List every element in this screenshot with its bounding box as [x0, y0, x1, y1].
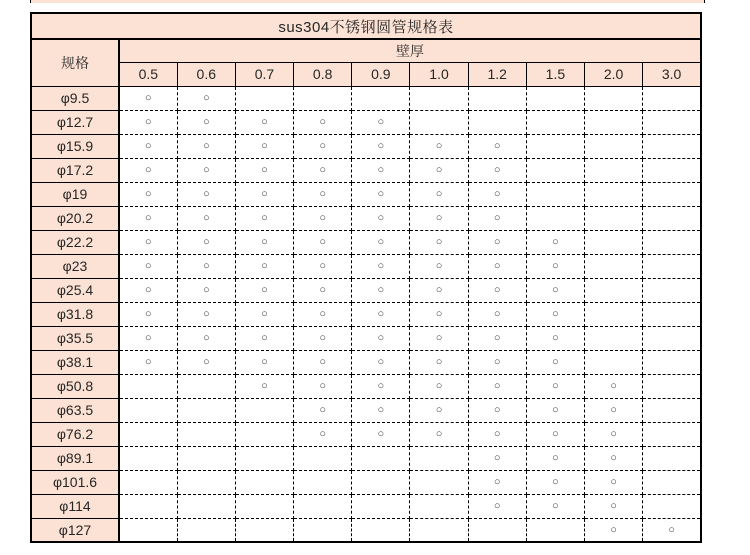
availability-mark-cell: ○: [352, 278, 410, 302]
empty-cell: [177, 518, 235, 542]
availability-mark-cell: ○: [177, 278, 235, 302]
availability-mark-cell: ○: [119, 134, 177, 158]
availability-mark-cell: ○: [235, 230, 293, 254]
availability-mark-cell: ○: [235, 278, 293, 302]
availability-mark-cell: ○: [177, 230, 235, 254]
availability-mark-cell: ○: [526, 254, 584, 278]
availability-mark-cell: ○: [526, 302, 584, 326]
availability-mark-cell: ○: [177, 86, 235, 110]
availability-mark-cell: ○: [352, 302, 410, 326]
empty-cell: [119, 422, 177, 446]
availability-mark-cell: ○: [119, 278, 177, 302]
empty-cell: [643, 182, 701, 206]
empty-cell: [526, 518, 584, 542]
availability-mark-cell: ○: [468, 446, 526, 470]
empty-cell: [235, 470, 293, 494]
availability-mark-cell: ○: [235, 326, 293, 350]
availability-mark-cell: ○: [468, 134, 526, 158]
availability-mark-cell: ○: [468, 158, 526, 182]
spec-row-label: φ76.2: [31, 422, 119, 446]
empty-cell: [585, 134, 643, 158]
availability-mark-cell: ○: [410, 302, 468, 326]
availability-mark-cell: ○: [294, 374, 352, 398]
empty-cell: [643, 278, 701, 302]
spec-table: [30, 12, 702, 543]
spec-row-label: φ114: [31, 494, 119, 518]
availability-mark-cell: ○: [177, 134, 235, 158]
spec-row-label: φ50.8: [31, 374, 119, 398]
availability-mark-cell: ○: [119, 182, 177, 206]
table-row: [31, 182, 701, 206]
empty-cell: [235, 494, 293, 518]
empty-cell: [643, 254, 701, 278]
availability-mark-cell: ○: [177, 182, 235, 206]
spec-row-label: φ127: [31, 518, 119, 542]
empty-cell: [352, 494, 410, 518]
availability-mark-cell: ○: [526, 230, 584, 254]
availability-mark-cell: ○: [526, 278, 584, 302]
availability-mark-cell: ○: [468, 206, 526, 230]
spec-row-label: φ22.2: [31, 230, 119, 254]
empty-cell: [643, 86, 701, 110]
availability-mark-cell: ○: [235, 206, 293, 230]
availability-mark-cell: ○: [526, 350, 584, 374]
spec-row-label: φ23: [31, 254, 119, 278]
availability-mark-cell: ○: [294, 158, 352, 182]
empty-cell: [643, 494, 701, 518]
availability-mark-cell: ○: [468, 494, 526, 518]
availability-mark-cell: ○: [410, 326, 468, 350]
spec-row-label: φ89.1: [31, 446, 119, 470]
availability-mark-cell: ○: [643, 518, 701, 542]
empty-cell: [643, 230, 701, 254]
availability-mark-cell: ○: [526, 446, 584, 470]
empty-cell: [177, 494, 235, 518]
availability-mark-cell: ○: [119, 326, 177, 350]
availability-mark-cell: ○: [294, 422, 352, 446]
availability-mark-cell: ○: [119, 350, 177, 374]
empty-cell: [585, 326, 643, 350]
spec-row-label: φ38.1: [31, 350, 119, 374]
spec-row-label: φ35.5: [31, 326, 119, 350]
empty-cell: [410, 446, 468, 470]
availability-mark-cell: ○: [294, 254, 352, 278]
empty-cell: [177, 470, 235, 494]
empty-cell: [235, 518, 293, 542]
empty-cell: [468, 518, 526, 542]
availability-mark-cell: ○: [526, 398, 584, 422]
table-title: sus304不锈钢圆管规格表: [31, 13, 701, 39]
spec-row-label: φ101.6: [31, 470, 119, 494]
empty-cell: [643, 134, 701, 158]
empty-cell: [643, 470, 701, 494]
availability-mark-cell: ○: [177, 350, 235, 374]
empty-cell: [119, 446, 177, 470]
availability-mark-cell: ○: [585, 518, 643, 542]
availability-mark-cell: ○: [177, 158, 235, 182]
empty-cell: [643, 326, 701, 350]
availability-mark-cell: ○: [410, 254, 468, 278]
availability-mark-cell: ○: [294, 302, 352, 326]
availability-mark-cell: ○: [468, 230, 526, 254]
empty-cell: [294, 446, 352, 470]
availability-mark-cell: ○: [585, 398, 643, 422]
availability-mark-cell: ○: [352, 158, 410, 182]
availability-mark-cell: ○: [119, 302, 177, 326]
empty-cell: [177, 374, 235, 398]
availability-mark-cell: ○: [410, 182, 468, 206]
empty-cell: [352, 446, 410, 470]
availability-mark-cell: ○: [468, 278, 526, 302]
empty-cell: [119, 398, 177, 422]
availability-mark-cell: ○: [352, 110, 410, 134]
empty-cell: [294, 470, 352, 494]
availability-mark-cell: ○: [526, 326, 584, 350]
availability-mark-cell: ○: [352, 134, 410, 158]
table-row: [31, 326, 701, 350]
availability-mark-cell: ○: [294, 110, 352, 134]
availability-mark-cell: ○: [526, 470, 584, 494]
availability-mark-cell: ○: [294, 398, 352, 422]
empty-cell: [643, 158, 701, 182]
empty-cell: [643, 422, 701, 446]
table-row: [31, 494, 701, 518]
availability-mark-cell: ○: [585, 422, 643, 446]
availability-mark-cell: ○: [235, 350, 293, 374]
empty-cell: [526, 86, 584, 110]
empty-cell: [352, 470, 410, 494]
empty-cell: [410, 110, 468, 134]
availability-mark-cell: ○: [410, 422, 468, 446]
empty-cell: [352, 518, 410, 542]
availability-mark-cell: ○: [468, 302, 526, 326]
empty-cell: [643, 374, 701, 398]
empty-cell: [294, 86, 352, 110]
availability-mark-cell: ○: [352, 398, 410, 422]
availability-mark-cell: ○: [410, 350, 468, 374]
empty-cell: [235, 446, 293, 470]
thickness-col-header: 0.8: [294, 62, 352, 86]
empty-cell: [410, 518, 468, 542]
empty-cell: [585, 350, 643, 374]
availability-mark-cell: ○: [468, 350, 526, 374]
empty-cell: [526, 134, 584, 158]
spec-row-label: φ12.7: [31, 110, 119, 134]
availability-mark-cell: ○: [177, 302, 235, 326]
table-row: [31, 470, 701, 494]
table-row: [31, 86, 701, 110]
empty-cell: [294, 494, 352, 518]
availability-mark-cell: ○: [235, 374, 293, 398]
availability-mark-cell: ○: [468, 182, 526, 206]
availability-mark-cell: ○: [410, 206, 468, 230]
table-row: [31, 230, 701, 254]
empty-cell: [526, 206, 584, 230]
spec-row-label: φ20.2: [31, 206, 119, 230]
table-row: [31, 278, 701, 302]
empty-cell: [119, 494, 177, 518]
availability-mark-cell: ○: [352, 230, 410, 254]
table-row: [31, 302, 701, 326]
thickness-col-header: 0.6: [177, 62, 235, 86]
thickness-col-header: 2.0: [585, 62, 643, 86]
empty-cell: [585, 206, 643, 230]
availability-mark-cell: ○: [352, 374, 410, 398]
availability-mark-cell: ○: [235, 110, 293, 134]
table-row: [31, 422, 701, 446]
header-row-values: [31, 62, 701, 86]
empty-cell: [410, 470, 468, 494]
availability-mark-cell: ○: [410, 134, 468, 158]
availability-mark-cell: ○: [585, 446, 643, 470]
empty-cell: [643, 398, 701, 422]
table-row: [31, 110, 701, 134]
availability-mark-cell: ○: [468, 470, 526, 494]
thickness-col-header: 1.0: [410, 62, 468, 86]
availability-mark-cell: ○: [468, 374, 526, 398]
thickness-header-cell: 壁厚: [119, 39, 701, 62]
thickness-col-header: 3.0: [643, 62, 701, 86]
spec-header-cell: 规格: [31, 39, 119, 86]
table-row: [31, 446, 701, 470]
availability-mark-cell: ○: [119, 86, 177, 110]
availability-mark-cell: ○: [177, 110, 235, 134]
empty-cell: [177, 422, 235, 446]
empty-cell: [468, 110, 526, 134]
table-row: [31, 350, 701, 374]
table-row: [31, 158, 701, 182]
thickness-col-header: 1.2: [468, 62, 526, 86]
availability-mark-cell: ○: [410, 374, 468, 398]
empty-cell: [585, 158, 643, 182]
empty-cell: [585, 110, 643, 134]
availability-mark-cell: ○: [352, 350, 410, 374]
availability-mark-cell: ○: [177, 326, 235, 350]
spec-row-label: φ9.5: [31, 86, 119, 110]
availability-mark-cell: ○: [526, 494, 584, 518]
availability-mark-cell: ○: [468, 422, 526, 446]
empty-cell: [643, 446, 701, 470]
spec-row-label: φ15.9: [31, 134, 119, 158]
thickness-col-header: 0.7: [235, 62, 293, 86]
availability-mark-cell: ○: [352, 422, 410, 446]
availability-mark-cell: ○: [235, 254, 293, 278]
availability-mark-cell: ○: [294, 230, 352, 254]
empty-cell: [585, 302, 643, 326]
header-row-thickness: [31, 39, 701, 62]
empty-cell: [352, 86, 410, 110]
availability-mark-cell: ○: [294, 206, 352, 230]
availability-mark-cell: ○: [410, 158, 468, 182]
spec-row-label: φ63.5: [31, 398, 119, 422]
empty-cell: [177, 446, 235, 470]
availability-mark-cell: ○: [352, 254, 410, 278]
table-row: [31, 134, 701, 158]
thickness-col-header: 0.9: [352, 62, 410, 86]
empty-cell: [643, 350, 701, 374]
empty-cell: [585, 230, 643, 254]
thickness-col-header: 0.5: [119, 62, 177, 86]
availability-mark-cell: ○: [235, 302, 293, 326]
empty-cell: [235, 86, 293, 110]
spec-row-label: φ25.4: [31, 278, 119, 302]
availability-mark-cell: ○: [468, 326, 526, 350]
empty-cell: [410, 86, 468, 110]
availability-mark-cell: ○: [294, 278, 352, 302]
availability-mark-cell: ○: [119, 254, 177, 278]
availability-mark-cell: ○: [235, 134, 293, 158]
empty-cell: [235, 422, 293, 446]
empty-cell: [643, 302, 701, 326]
availability-mark-cell: ○: [294, 134, 352, 158]
empty-cell: [119, 518, 177, 542]
title-row: [31, 13, 701, 39]
availability-mark-cell: ○: [585, 494, 643, 518]
empty-cell: [585, 278, 643, 302]
availability-mark-cell: ○: [468, 254, 526, 278]
empty-cell: [585, 182, 643, 206]
thickness-col-header: 1.5: [526, 62, 584, 86]
availability-mark-cell: ○: [526, 374, 584, 398]
empty-cell: [526, 158, 584, 182]
availability-mark-cell: ○: [177, 206, 235, 230]
table-row: [31, 254, 701, 278]
empty-cell: [235, 398, 293, 422]
availability-mark-cell: ○: [410, 278, 468, 302]
empty-cell: [643, 206, 701, 230]
availability-mark-cell: ○: [119, 230, 177, 254]
availability-mark-cell: ○: [526, 422, 584, 446]
empty-cell: [177, 398, 235, 422]
partial-row-above: [30, 0, 705, 3]
availability-mark-cell: ○: [410, 398, 468, 422]
empty-cell: [119, 374, 177, 398]
table-row: [31, 206, 701, 230]
table-container: [30, 12, 702, 543]
empty-cell: [526, 110, 584, 134]
availability-mark-cell: ○: [235, 182, 293, 206]
availability-mark-cell: ○: [294, 350, 352, 374]
spec-row-label: φ31.8: [31, 302, 119, 326]
availability-mark-cell: ○: [119, 206, 177, 230]
empty-cell: [119, 470, 177, 494]
availability-mark-cell: ○: [177, 254, 235, 278]
empty-cell: [294, 518, 352, 542]
availability-mark-cell: ○: [119, 158, 177, 182]
empty-cell: [526, 182, 584, 206]
availability-mark-cell: ○: [352, 326, 410, 350]
availability-mark-cell: ○: [585, 374, 643, 398]
availability-mark-cell: ○: [352, 206, 410, 230]
availability-mark-cell: ○: [235, 158, 293, 182]
empty-cell: [585, 86, 643, 110]
availability-mark-cell: ○: [294, 182, 352, 206]
availability-mark-cell: ○: [585, 470, 643, 494]
empty-cell: [410, 494, 468, 518]
availability-mark-cell: ○: [119, 110, 177, 134]
availability-mark-cell: ○: [410, 230, 468, 254]
table-row: [31, 518, 701, 542]
table-row: [31, 374, 701, 398]
empty-cell: [643, 110, 701, 134]
empty-cell: [585, 254, 643, 278]
table-row: [31, 398, 701, 422]
availability-mark-cell: ○: [468, 398, 526, 422]
availability-mark-cell: ○: [294, 326, 352, 350]
availability-mark-cell: ○: [352, 182, 410, 206]
spec-row-label: φ19: [31, 182, 119, 206]
spec-row-label: φ17.2: [31, 158, 119, 182]
empty-cell: [468, 86, 526, 110]
